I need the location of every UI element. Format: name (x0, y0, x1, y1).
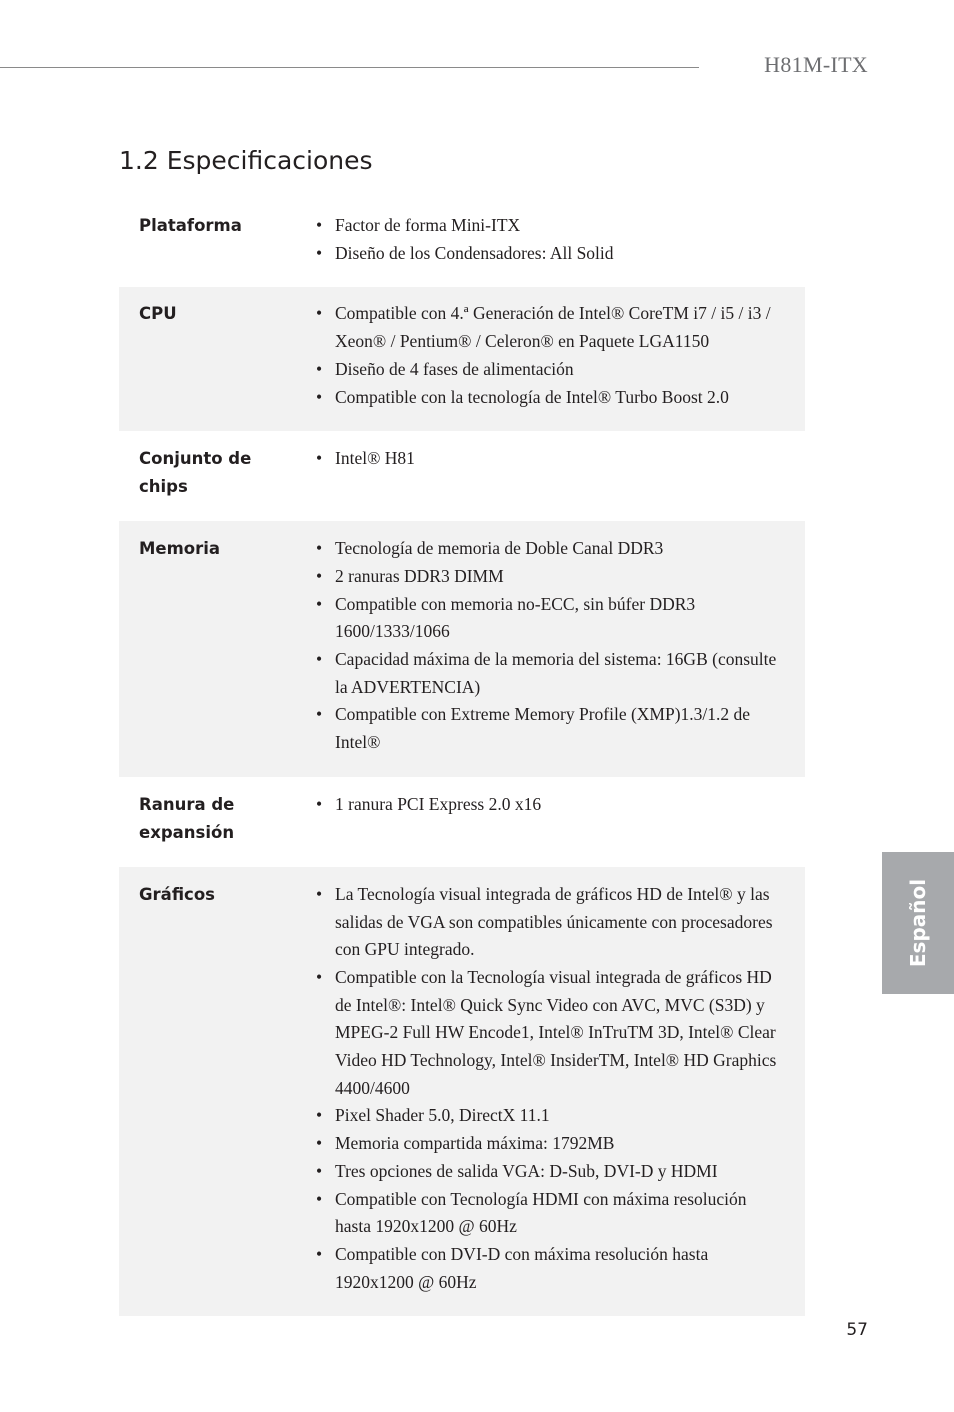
list-item: • Tres opciones de salida VGA: D-Sub, DVI-D y HDMI (316, 1158, 805, 1186)
list-item: • Intel® H81 (316, 445, 805, 473)
list-item: • Compatible con la Tecnología visual integrada de gráficos HD de Intel®: Intel® Quick Sync Video con AVC, MVC (S3D) y MPEG-2 Full HW Encode1, Intel® InTruTM 3D, Intel® Clear Video HD Technology, Intel® InsiderTM, Intel® HD Graphics 4400/4600 (316, 964, 805, 1103)
spec-label: Conjunto de chips (139, 449, 252, 497)
list-item: • Diseño de 4 fases de alimentación (316, 356, 805, 384)
spec-label: Plataforma (139, 216, 242, 235)
spec-list (297, 300, 805, 411)
header-rule (0, 67, 699, 68)
language-tab-label: Español (906, 878, 930, 968)
spec-label: Ranura de expansión (139, 794, 235, 842)
list-item: • Compatible con memoria no-ECC, sin búfer DDR3 1600/1333/1066 (316, 591, 805, 646)
spec-label: Gráficos (139, 884, 215, 904)
spec-list (297, 791, 805, 847)
list-item: • Diseño de los Condensadores: All Solid (316, 240, 805, 268)
language-tab (882, 852, 954, 994)
spec-list (297, 212, 805, 267)
list-item: • Compatible con DVI-D con máxima resolución hasta 1920x1200 @ 60Hz (316, 1241, 805, 1296)
list-item: • Compatible con 4.ª Generación de Intel® CoreTM i7 / i5 / i3 / Xeon® / Pentium® / Celeron® en Paquete LGA1150 (316, 300, 805, 355)
spec-list (297, 535, 805, 757)
spec-row-expansion (119, 777, 805, 867)
spec-label: Memoria (139, 539, 221, 559)
spec-label: CPU (139, 304, 177, 324)
page-number: 57 (846, 1320, 868, 1340)
spec-list (297, 445, 805, 501)
list-item: • 1 ranura PCI Express 2.0 x16 (316, 791, 805, 819)
list-item: • Pixel Shader 5.0, DirectX 11.1 (316, 1102, 805, 1130)
list-item: • Factor de forma Mini-ITX (316, 212, 805, 240)
list-item: • La Tecnología visual integrada de gráficos HD de Intel® y las salidas de VGA son compatibles únicamente con procesadores con GPU integrado. (316, 881, 805, 964)
list-item: • Compatible con Tecnología HDMI con máxima resolución hasta 1920x1200 @ 60Hz (316, 1186, 805, 1241)
list-item: • Tecnología de memoria de Doble Canal DDR3 (316, 535, 805, 563)
spec-row-memoria (119, 521, 805, 777)
spec-row-plataforma (119, 198, 805, 287)
list-item: • Compatible con Extreme Memory Profile (XMP)1.3/1.2 de Intel® (316, 701, 805, 756)
list-item: • 2 ranuras DDR3 DIMM (316, 563, 805, 591)
section-title: 1.2 Especificaciones (119, 146, 373, 175)
list-item: • Compatible con la tecnología de Intel® Turbo Boost 2.0 (316, 384, 805, 412)
spec-table (119, 198, 805, 1316)
list-item: • Memoria compartida máxima: 1792MB (316, 1130, 805, 1158)
spec-row-cpu (119, 287, 805, 431)
spec-row-chipset (119, 431, 805, 521)
spec-row-graficos (119, 867, 805, 1317)
list-item: • Capacidad máxima de la memoria del sistema: 16GB (consulte la ADVERTENCIA) (316, 646, 805, 701)
spec-list (297, 881, 805, 1297)
model-name: H81M-ITX (764, 52, 868, 77)
